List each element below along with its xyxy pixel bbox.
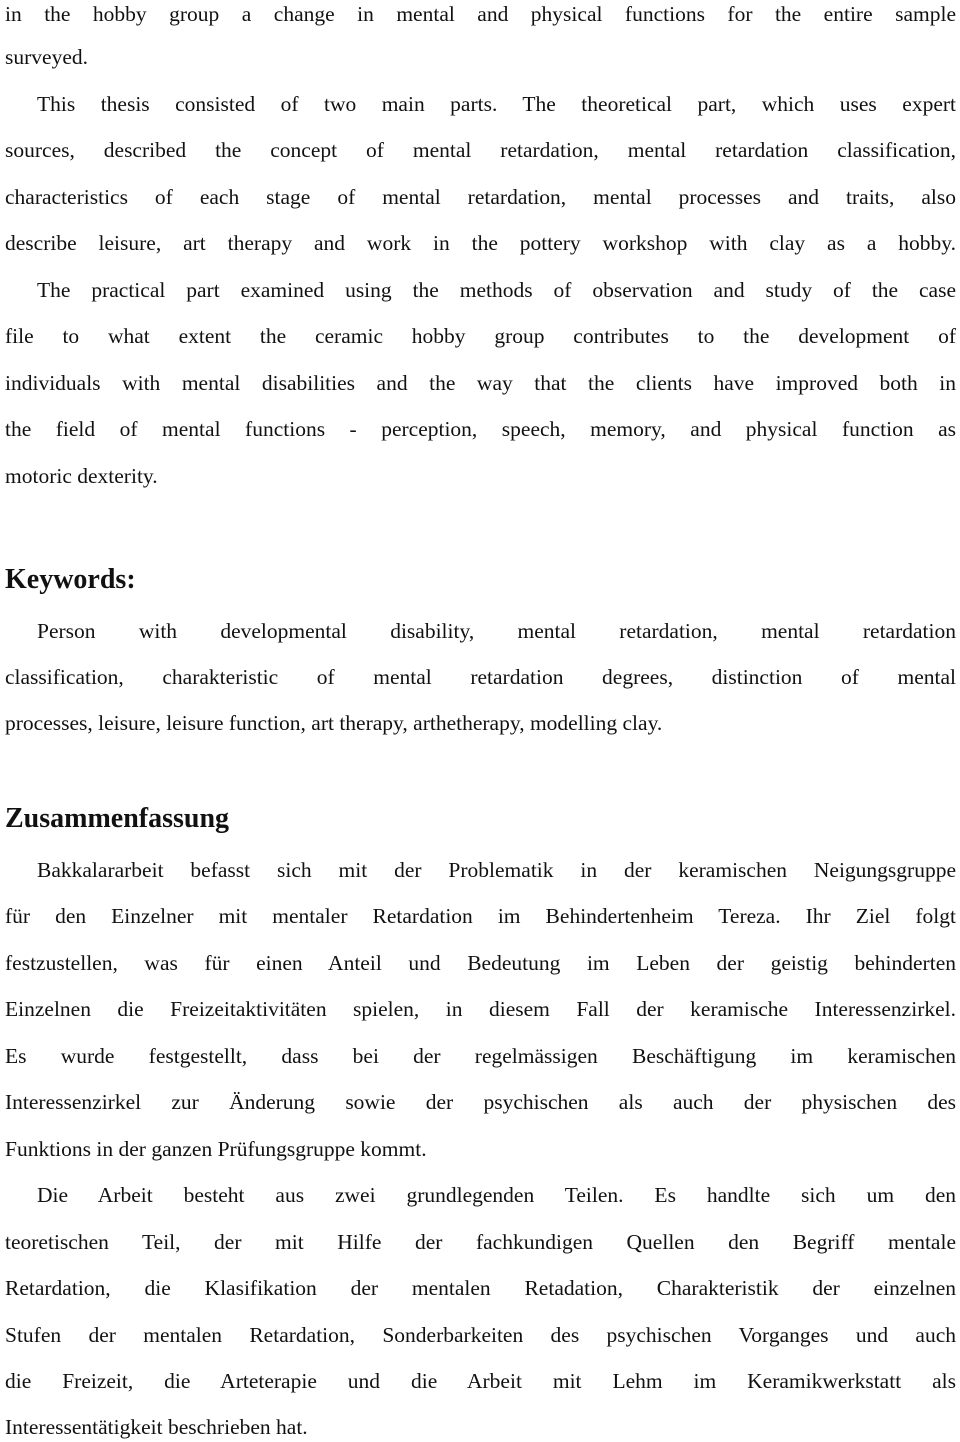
paragraph-line: This thesis consisted of two main parts. The theoretical part, which uses expert (37, 92, 956, 116)
paragraph-line: file to what extent the ceramic hobby group contributes to the development of (5, 324, 956, 348)
keywords-line: Person with developmental disability, mental retardation, mental retardation (37, 619, 956, 643)
summary-line: für den Einzelner mit mentaler Retardation im Behindertenheim Tereza. Ihr Ziel folgt (5, 904, 956, 928)
summary-line: Einzelnen die Freizeitaktivitäten spielen, in diesem Fall der keramische Interessenzirkel. (5, 997, 956, 1021)
keywords-heading: Keywords: (5, 564, 136, 595)
summary-line: Bakkalararbeit befasst sich mit der Problematik in der keramischen Neigungsgruppe (37, 858, 956, 882)
paragraph-line: individuals with mental disabilities and the way that the clients have improved both in (5, 371, 956, 395)
summary-line: Die Arbeit besteht aus zwei grundlegenden Teilen. Es handlte sich um den (37, 1183, 956, 1207)
summary-line: Interessenzirkel zur Änderung sowie der psychischen als auch der physischen des (5, 1090, 956, 1114)
paragraph-line: surveyed. (5, 45, 88, 69)
paragraph-line: in the hobby group a change in mental and physical functions for the entire sample (5, 2, 956, 26)
paragraph-line: the field of mental functions - perception, speech, memory, and physical function as (5, 417, 956, 441)
summary-line: Funktions in der ganzen Prüfungsgruppe kommt. (5, 1137, 427, 1161)
paragraph-line: describe leisure, art therapy and work in the pottery workshop with clay as a hobby. (5, 231, 956, 255)
summary-line: festzustellen, was für einen Anteil und Bedeutung im Leben der geistig behinderten (5, 951, 956, 975)
keywords-line: classification, charakteristic of mental retardation degrees, distinction of mental (5, 665, 956, 689)
paragraph-line: The practical part examined using the methods of observation and study of the case (37, 278, 956, 302)
paragraph-line: characteristics of each stage of mental retardation, mental processes and traits, also (5, 185, 956, 209)
paragraph-line: motoric dexterity. (5, 464, 158, 488)
summary-line: Retardation, die Klasifikation der mentalen Retadation, Charakteristik der einzelnen (5, 1276, 956, 1300)
keywords-line: processes, leisure, leisure function, art therapy, arthetherapy, modelling clay. (5, 711, 663, 735)
zusammenfassung-heading: Zusammenfassung (5, 803, 230, 834)
paragraph-line: sources, described the concept of mental retardation, mental retardation classification, (5, 138, 956, 162)
summary-line: Es wurde festgestellt, dass bei der regelmässigen Beschäftigung im keramischen (5, 1044, 956, 1068)
summary-line: Interessentätigkeit beschrieben hat. (5, 1415, 308, 1439)
summary-line: Stufen der mentalen Retardation, Sonderbarkeiten des psychischen Vorganges und auch (5, 1323, 956, 1347)
summary-line: teoretischen Teil, der mit Hilfe der fachkundigen Quellen den Begriff mentale (5, 1230, 956, 1254)
summary-line: die Freizeit, die Arteterapie und die Arbeit mit Lehm im Keramikwerkstatt als (5, 1369, 956, 1393)
